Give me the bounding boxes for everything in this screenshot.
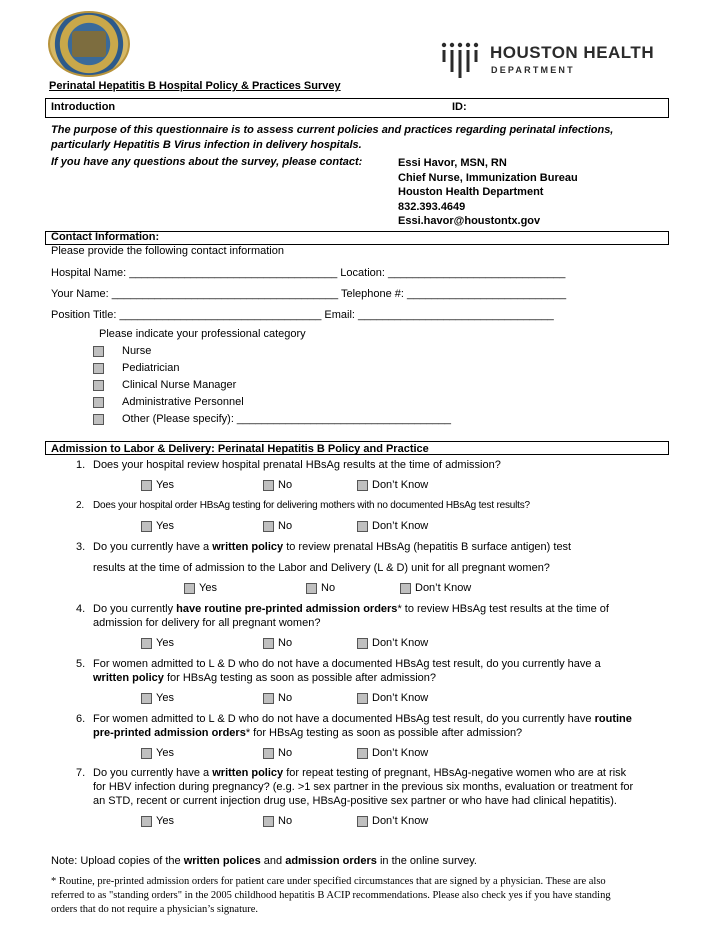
q5-no[interactable]: No [263,692,292,704]
contact-title: Chief Nurse, Immunization Bureau [398,171,578,184]
question-5: 5. For women admitted to L & D who do not have a documented HBsAg test result, do you currently have a [76,658,601,670]
checkbox[interactable] [400,583,411,594]
checkbox[interactable] [263,748,274,759]
q1-dont-know[interactable]: Don’t Know [357,479,428,491]
questions-contact-label: If you have any questions about the survey, please contact: [51,156,363,168]
question-7-line-3: an STD, recent or current injection drug use, HBsAg-positive sex partner or who have had clinical hepatitis). [93,795,617,807]
q5-dont-know[interactable]: Don’t Know [357,692,428,704]
checkbox[interactable] [357,816,368,827]
q6-dont-know[interactable]: Don’t Know [357,747,428,759]
checkbox[interactable] [141,816,152,827]
upload-note: Note: Upload copies of the written polices and admission orders in the online survey. [51,855,477,867]
q4-dont-know[interactable]: Don’t Know [357,637,428,649]
checkbox[interactable] [263,521,274,532]
q1-no[interactable]: No [263,479,292,491]
q2-no[interactable]: No [263,520,292,532]
category-clinical-nurse-manager[interactable]: Clinical Nurse Manager [93,379,236,391]
name-telephone-field[interactable]: Your Name: _____________________________________ Telephone #: __________________________ [51,288,567,300]
contact-phone: 832.393.4649 [398,200,466,213]
checkbox[interactable] [141,638,152,649]
q1-yes[interactable]: Yes [141,479,174,491]
q4-no[interactable]: No [263,637,292,649]
checkbox[interactable] [93,346,104,357]
checkbox[interactable] [141,521,152,532]
checkbox[interactable] [93,414,104,425]
checkbox[interactable] [357,480,368,491]
hospital-location-field[interactable]: Hospital Name: __________________________________ Location: _____________________________ [51,267,566,279]
checkbox[interactable] [263,638,274,649]
checkbox[interactable] [184,583,195,594]
question-7: 7. Do you currently have a written policy for repeat testing of pregnant, HBsAg-negative women who are at risk [76,767,627,779]
q7-no[interactable]: No [263,815,292,827]
q6-no[interactable]: No [263,747,292,759]
checkbox[interactable] [357,521,368,532]
introduction-heading: Introduction [51,101,116,113]
checkbox[interactable] [306,583,317,594]
q2-yes[interactable]: Yes [141,520,174,532]
logo-subtitle: DEPARTMENT [491,65,575,75]
introduction-box [45,98,669,118]
checkbox[interactable] [263,816,274,827]
professional-category-heading: Please indicate your professional category [99,328,306,340]
contact-information-heading: Contact Information: [51,231,160,243]
question-6-line-2: pre-printed admission orders* for HBsAg testing as soon as possible after admission? [93,727,523,739]
id-label: ID: [452,101,467,113]
checkbox[interactable] [141,480,152,491]
checkbox[interactable] [263,693,274,704]
category-nurse[interactable]: Nurse [93,345,151,357]
position-email-field[interactable]: Position Title: _________________________________ Email: ________________________________ [51,309,554,321]
question-7-line-2: for HBV infection during pregnancy? (e.g. >1 sex partner in the previous six months, evaluation or treatment for [93,781,634,793]
question-1: 1. Does your hospital review hospital prenatal HBsAg results at the time of admission? [76,459,501,471]
purpose-statement: The purpose of this questionnaire is to assess current policies and practices regarding perinatal infections, particularly Hepatitis B Virus infection in delivery hospitals. [51,124,614,151]
contact-person-block [398,156,578,229]
checkbox[interactable] [141,748,152,759]
question-3-line-2: results at the time of admission to the Labor and Delivery (L & D) unit for all pregnant women? [93,562,550,574]
q6-yes[interactable]: Yes [141,747,174,759]
question-3: 3. Do you currently have a written policy to review prenatal HBsAg (hepatitis B surface antigen) test [76,541,572,553]
checkbox[interactable] [357,693,368,704]
checkbox[interactable] [141,693,152,704]
q4-yes[interactable]: Yes [141,637,174,649]
question-2: 2. Does your hospital order HBsAg testing for delivering mothers with no documented HBsAg test results? [76,500,530,511]
question-4-line-2: admission for delivery for all pregnant women? [93,617,321,629]
admission-section-heading: Admission to Labor & Delivery: Perinatal Hepatitis B Policy and Practice [51,443,429,455]
question-5-line-2: written policy for HBsAg testing as soon as possible after admission? [93,672,436,684]
contact-email: Essi.havor@houstontx.gov [398,215,541,227]
q3-no[interactable]: No [306,582,335,594]
category-administrative-personnel[interactable]: Administrative Personnel [93,396,244,408]
q7-yes[interactable]: Yes [141,815,174,827]
logo-title: HOUSTON HEALTH [490,43,655,62]
category-other[interactable]: Other (Please specify): ___________________________________ [93,413,451,425]
contact-information-instructions: Please provide the following contact information [51,245,284,257]
contact-name: Essi Havor, MSN, RN [398,157,507,169]
category-pediatrician[interactable]: Pediatrician [93,362,179,374]
contact-department: Houston Health Department [398,186,544,198]
q5-yes[interactable]: Yes [141,692,174,704]
checkbox[interactable] [263,480,274,491]
q3-yes[interactable]: Yes [184,582,217,594]
city-of-houston-seal-icon [48,11,130,77]
checkbox[interactable] [357,748,368,759]
houston-health-logo-icon [441,42,479,78]
q3-dont-know[interactable]: Don’t Know [400,582,471,594]
survey-title: Perinatal Hepatitis B Hospital Policy & Practices Survey [49,80,341,92]
q2-dont-know[interactable]: Don’t Know [357,520,428,532]
q7-dont-know[interactable]: Don’t Know [357,815,428,827]
standing-orders-footnote: * Routine, pre-printed admission orders for patient care under specified circumstances that are signed by a physician. These are also referred to as "standing orders" in the 2005 childhood hepatitis B ACIP recommendations. Please also check yes if you have standing orders that do not require a physician’s signature. [51,876,611,915]
checkbox[interactable] [93,363,104,374]
checkbox[interactable] [93,380,104,391]
checkbox[interactable] [357,638,368,649]
question-4: 4. Do you currently have routine pre-printed admission orders* to review HBsAg test results at the time of [76,603,609,615]
question-6: 6. For women admitted to L & D who do not have a documented HBsAg test result, do you currently have routine [76,713,632,725]
checkbox[interactable] [93,397,104,408]
